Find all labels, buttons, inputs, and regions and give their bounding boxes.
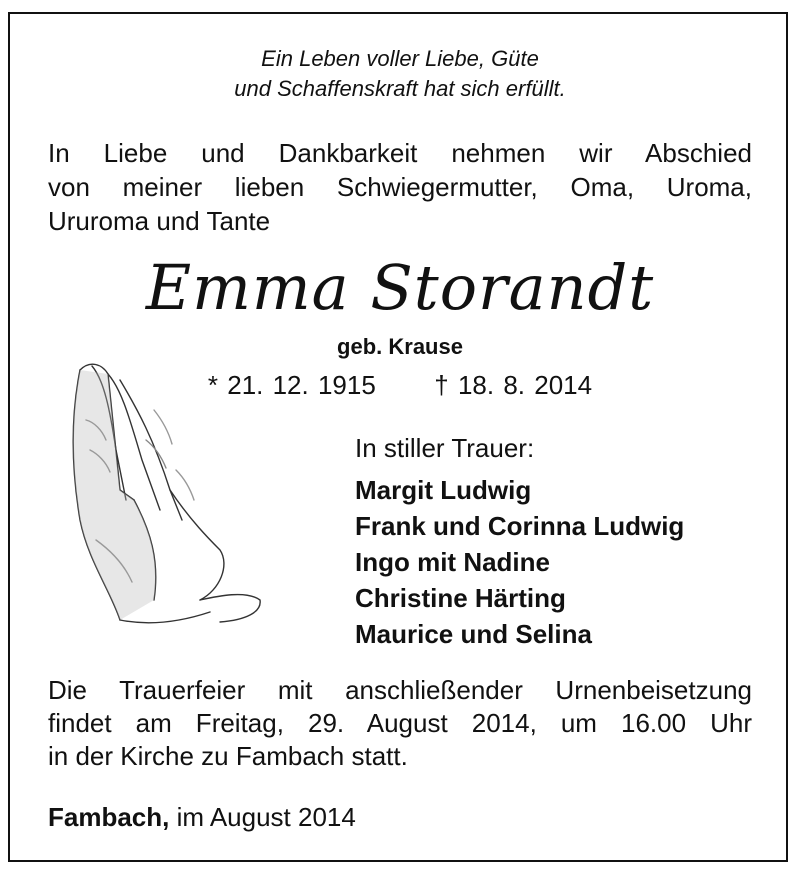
death-date: † 18. 8. 2014 [434, 370, 593, 400]
maiden-name: geb. Krause [337, 334, 463, 359]
mourner-name: Margit Ludwig [355, 475, 532, 505]
praying-hands-icon [50, 350, 270, 640]
service-line-2: findet am Freitag, 29. August 2014, um 16.00 Uhr [48, 708, 752, 738]
intro-line-2: von meiner lieben Schwiegermutter, Oma, Uroma, [48, 172, 752, 202]
intro-line-3: Ururoma und Tante [48, 206, 271, 236]
intro-line-1: In Liebe und Dankbarkeit nehmen wir Abschied [48, 138, 752, 168]
mourner-name: Maurice und Selina [355, 619, 592, 649]
place-town: Fambach, [48, 802, 170, 832]
deceased-name: Emma Storandt [145, 251, 655, 324]
motto-line-2: und Schaffenskraft hat sich erfüllt. [234, 76, 566, 101]
place-date: im August 2014 [176, 802, 356, 832]
birth-date: * 21. 12. 1915 [207, 370, 376, 400]
service-line-1: Die Trauerfeier mit anschließender Urnenbeisetzung [48, 675, 752, 705]
mourner-name: Christine Härting [355, 583, 566, 613]
mourners-lead: In stiller Trauer: [355, 433, 535, 463]
motto-line-1: Ein Leben voller Liebe, Güte [261, 46, 539, 71]
service-line-3: in der Kirche zu Fambach statt. [48, 741, 408, 771]
place-and-date [48, 802, 356, 833]
mourners-list [355, 430, 684, 652]
mourner-name: Ingo mit Nadine [355, 547, 550, 577]
mourner-name: Frank und Corinna Ludwig [355, 511, 685, 541]
